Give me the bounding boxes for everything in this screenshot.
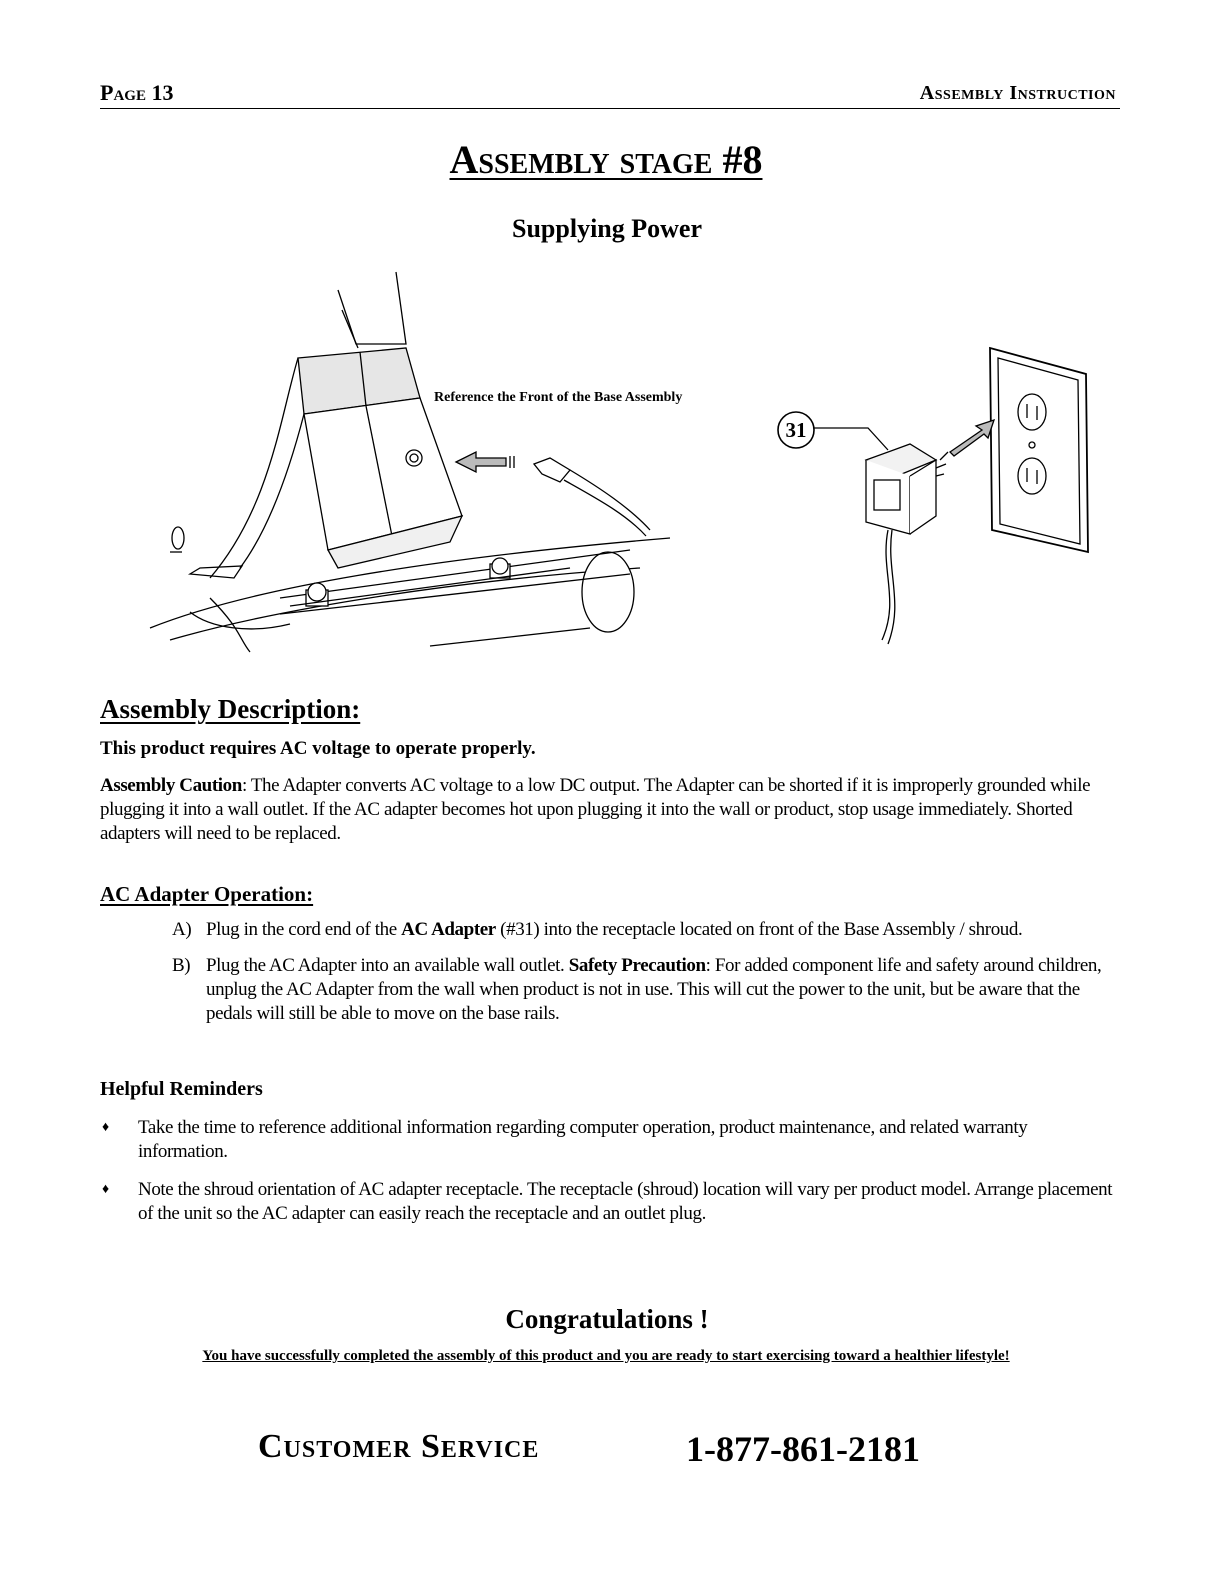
assembly-description-heading: Assembly Description: <box>100 694 361 724</box>
section-title: Assembly Instruction <box>919 82 1116 104</box>
assembly-caution <box>100 774 1120 846</box>
reminders-list <box>100 1116 1120 1240</box>
step-text: Plug the AC Adapter into an available wall outlet. Safety Precaution: For added component life and safety around children, unplug the AC Adapter from the wall when product is not in use. This will cut the power to the unit, but be aware that the pedals will still be able to move on the base rails. <box>206 955 1102 1024</box>
reminder-item: ♦ Note the shroud orientation of AC adapter receptacle. The receptacle (shroud) location will vary per product model. Arrange placement of the unit so the AC adapter can easily reach the receptacle and an outlet plug. <box>102 1179 1113 1224</box>
caution-label: Assembly Caution <box>100 775 242 796</box>
ac-adapter-operation-heading: AC Adapter Operation: <box>100 882 314 906</box>
completion-message: You have successfully completed the assembly of this product and you are ready to start exercising toward a healthier lifestyle! <box>202 1348 1010 1364</box>
customer-service-label: Customer Service <box>258 1428 540 1465</box>
operation-steps <box>172 918 1122 1038</box>
caution-text: : The Adapter converts AC voltage to a low DC output. The Adapter can be shorted if it is improperly grounded while plugging it into a wall outlet. If the AC adapter becomes hot upon plugging it into the wall or product, stop usage immediately. Shorted adapters will need to be replaced. <box>100 775 1091 844</box>
diamond-bullet-icon: ♦ <box>102 1182 109 1197</box>
page-number: Page 13 <box>100 80 174 105</box>
part-number-label: 31 <box>785 418 807 442</box>
step-text: Plug in the cord end of the AC Adapter (#31) into the receptacle located on front of the Base Assembly / shroud. <box>206 919 1023 940</box>
step-marker: A) <box>172 919 192 940</box>
reference-callout: Reference the Front of the Base Assembly <box>434 390 683 405</box>
diamond-bullet-icon: ♦ <box>102 1120 109 1135</box>
page-subtitle: Supplying Power <box>512 214 702 243</box>
page-title: Assembly stage #8 <box>449 137 763 182</box>
customer-service-phone: 1-877-861-2181 <box>686 1429 920 1469</box>
page-header <box>100 80 1120 109</box>
base-assembly-illustration <box>130 268 690 658</box>
step-a <box>172 918 1122 942</box>
ac-voltage-note: This product requires AC voltage to operate properly. <box>100 738 536 759</box>
step-marker: B) <box>172 955 191 976</box>
reminder-item: ♦ Take the time to reference additional information regarding computer operation, product maintenance, and related warranty information. <box>102 1117 1028 1162</box>
congratulations-heading: Congratulations ! <box>505 1304 709 1334</box>
helpful-reminders-heading: Helpful Reminders <box>100 1078 263 1100</box>
adapter-outlet-illustration <box>770 340 1100 660</box>
step-b <box>172 954 1122 1026</box>
